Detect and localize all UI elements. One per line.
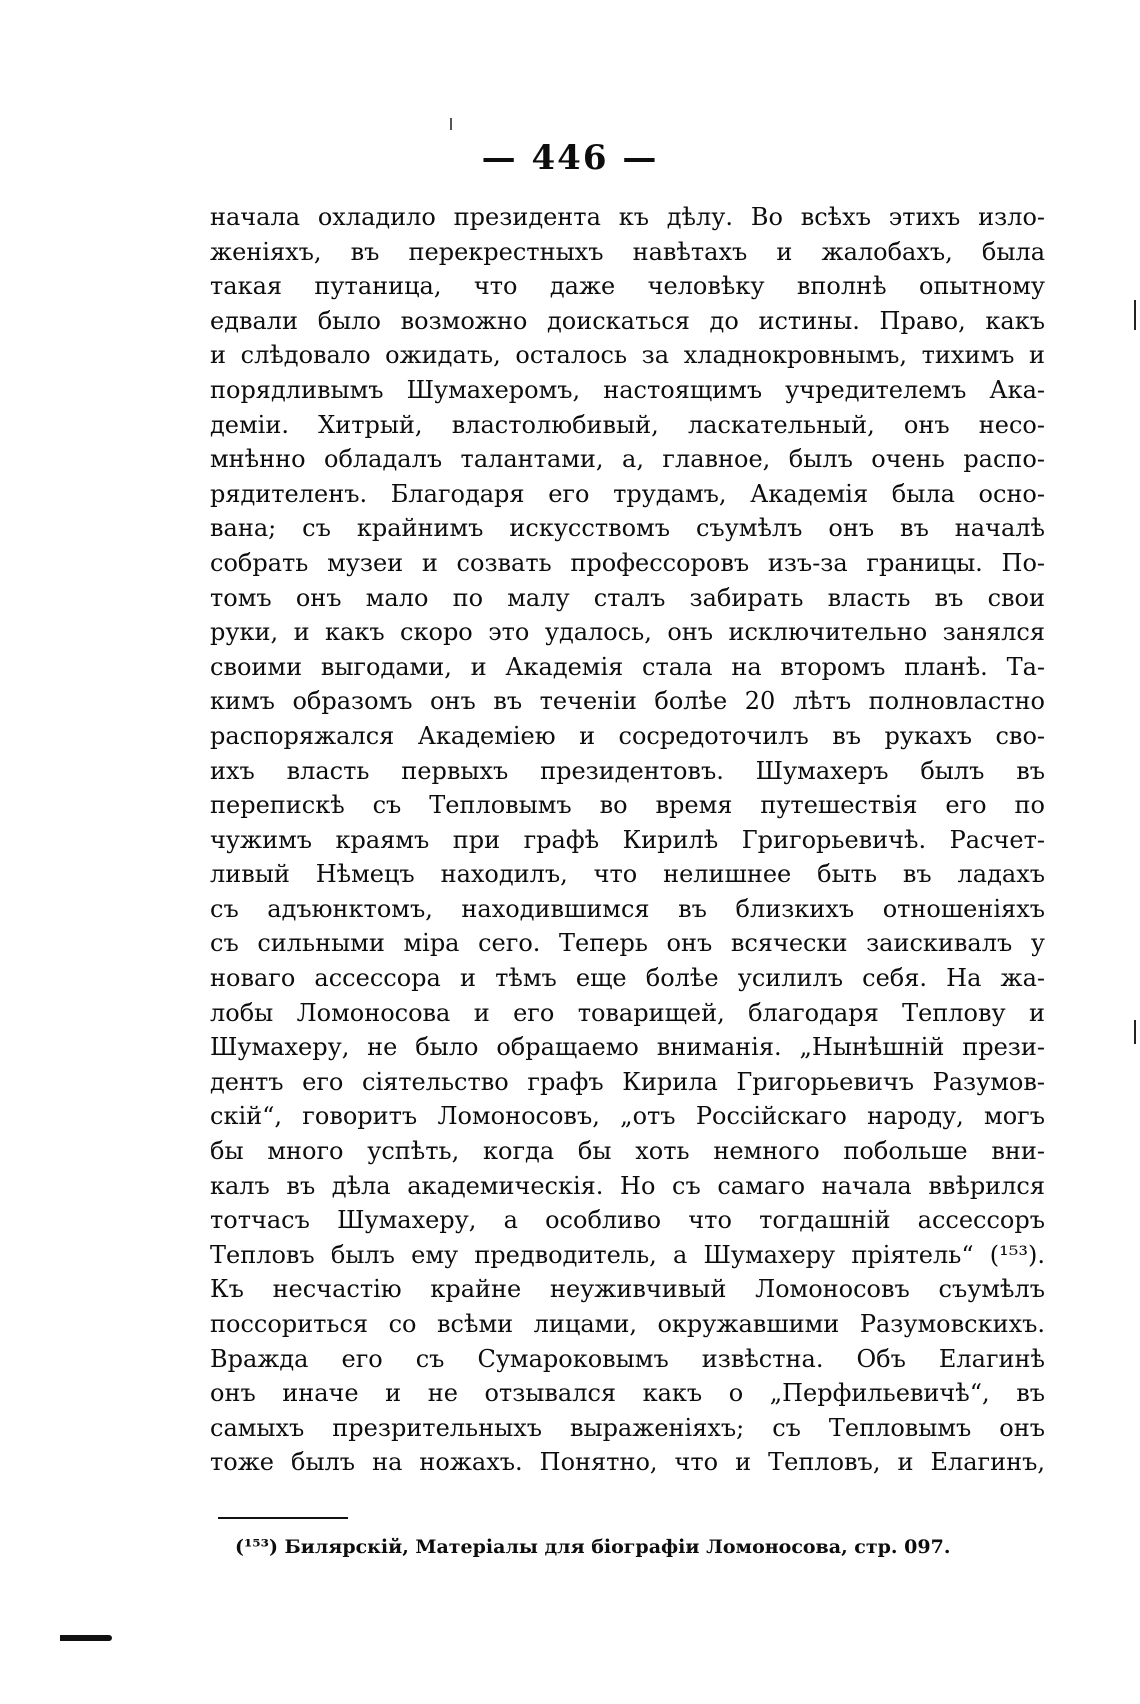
text-line: распоряжался Академіею и сосредоточилъ въ рукахъ сво- <box>210 721 1045 750</box>
text-line: и слѣдовало ожидать, осталось за хладнокровнымъ, тихимъ и <box>210 341 1045 370</box>
page-edge-mark <box>1134 300 1136 330</box>
text-line: онъ иначе и не отзывался какъ о „Перфильевичѣ“, въ <box>210 1379 1045 1408</box>
text-line: лобы Ломоносова и его товарищей, благодаря Теплову и <box>210 998 1045 1027</box>
page-edge-mark <box>1134 1020 1136 1044</box>
body-text <box>210 200 1045 1480</box>
page-number: — 446 — <box>481 138 659 178</box>
print-speck <box>450 118 452 130</box>
text-line: самыхъ презрительныхъ выраженіяхъ; съ Тепловымъ онъ <box>210 1413 1045 1442</box>
text-line: съ адъюнктомъ, находившимся въ близкихъ отношеніяхъ <box>210 894 1045 923</box>
text-line: перепискѣ съ Тепловымъ во время путешествія его по <box>210 791 1045 820</box>
text-line: порядливымъ Шумахеромъ, настоящимъ учредителемъ Ака- <box>210 375 1045 404</box>
text-line: начала охладило президента къ дѣлу. Во всѣхъ этихъ изло- <box>210 203 1045 231</box>
text-line: мнѣнно обладалъ талантами, а, главное, былъ очень распо- <box>210 445 1045 474</box>
text-line: бы много успѣть, когда бы хоть немного побольше вни- <box>210 1137 1045 1166</box>
text-line: чужимъ краямъ при графѣ Кирилѣ Григорьевичѣ. Расчет- <box>210 825 1045 854</box>
text-line: вана; съ крайнимъ искусствомъ съумѣлъ онъ въ началѣ <box>210 514 1045 543</box>
text-line: Къ несчастію крайне неуживчивый Ломоносовъ съумѣлъ <box>210 1275 1045 1304</box>
footnote: (¹⁵³) Билярскій, Матеріалы для біографіи Ломоносова, стр. 097. <box>235 1536 951 1558</box>
text-line: Вражда его съ Сумароковымъ извѣстна. Объ Елагинѣ <box>210 1344 1045 1373</box>
text-line: рядителенъ. Благодаря его трудамъ, Академія была осно- <box>210 479 1045 508</box>
text-line: кимъ образомъ онъ въ теченіи болѣе 20 лѣтъ полновластно <box>210 687 1045 716</box>
text-line: тоже былъ на ножахъ. Понятно, что и Тепловъ, и Елагинъ, <box>210 1448 1045 1477</box>
text-line: руки, и какъ скоро это удалось, онъ исключительно занялся <box>210 618 1045 647</box>
text-line: ихъ власть первыхъ президентовъ. Шумахеръ былъ въ <box>210 756 1045 785</box>
text-line: Шумахеру, не было обращаемо вниманія. „Нынѣшній прези- <box>210 1033 1045 1062</box>
text-line: такая путаница, что даже человѣку вполнѣ опытному <box>210 272 1045 301</box>
text-line: своими выгодами, и Академія стала на второмъ планѣ. Та- <box>210 652 1045 681</box>
footnote-rule <box>218 1517 348 1519</box>
text-line: калъ въ дѣла академическія. Но съ самаго начала ввѣрился <box>210 1171 1045 1200</box>
text-line: дентъ его сіятельство графъ Кирила Григорьевичъ Разумов- <box>210 1067 1045 1096</box>
text-line: новаго ассессора и тѣмъ еще болѣе усилилъ себя. На жа- <box>210 964 1045 993</box>
text-line: съ сильными міра сего. Теперь онъ всячески заискивалъ у <box>210 929 1045 958</box>
text-line: поссориться со всѣми лицами, окружавшими Разумовскихъ. <box>210 1310 1045 1338</box>
text-line: Тепловъ былъ ему предводитель, а Шумахеру пріятель“ (¹⁵³). <box>210 1240 1045 1269</box>
ink-smudge <box>60 1635 112 1641</box>
text-line: ливый Нѣмецъ находилъ, что нелишнее быть въ ладахъ <box>210 860 1045 889</box>
text-line: собрать музеи и созвать профессоровъ изъ-за границы. По- <box>210 548 1045 577</box>
text-line: деміи. Хитрый, властолюбивый, ласкательный, онъ несо- <box>210 410 1045 439</box>
text-line: тотчасъ Шумахеру, а особливо что тогдашній ассессоръ <box>210 1206 1045 1235</box>
text-line: женіяхъ, въ перекрестныхъ навѣтахъ и жалобахъ, была <box>210 237 1045 266</box>
text-line: скій“, говоритъ Ломоносовъ, „отъ Россійскаго народу, могъ <box>210 1102 1045 1131</box>
text-line: едвали было возможно доискаться до истины. Право, какъ <box>210 306 1045 335</box>
text-line: томъ онъ мало по малу сталъ забирать власть въ свои <box>210 583 1045 612</box>
